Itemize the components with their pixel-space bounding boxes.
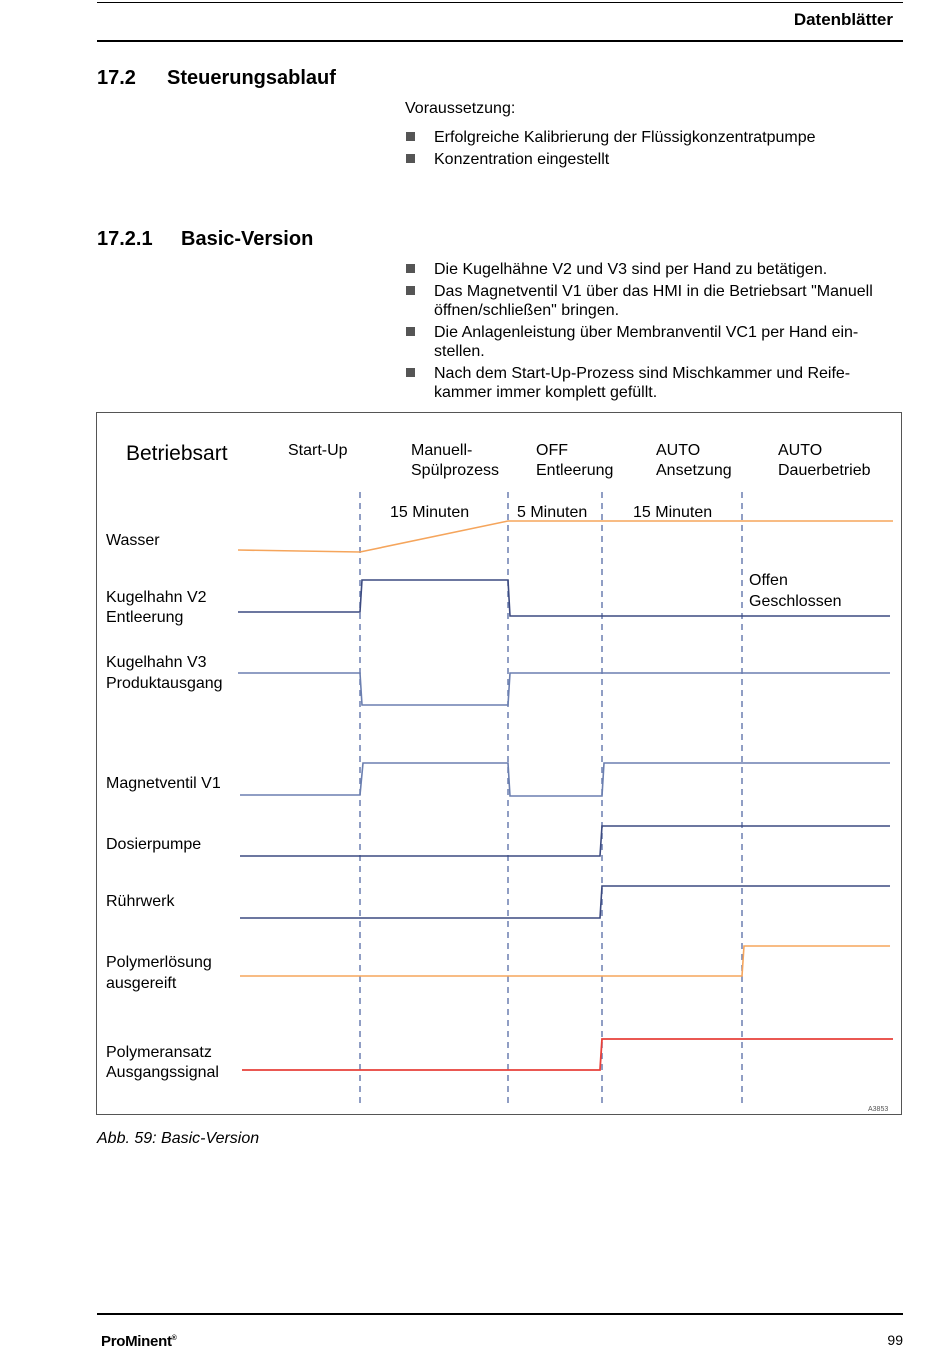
prominent-logo: ProMinent® <box>101 1333 177 1350</box>
list-item: Nach dem Start-Up-Prozess sind Mischkammer und Reife-kammer immer komplett gefüllt. <box>405 364 900 402</box>
signal-trace-wasser <box>238 521 893 552</box>
list-item: Das Magnetventil V1 über das HMI in die Betriebsart "Manuell öffnen/schließen" bringen. <box>405 282 900 320</box>
signal-trace-polymeransatz <box>242 1039 893 1070</box>
section-number: 17.2 <box>97 67 136 89</box>
section-title: Steuerungsablauf <box>167 67 336 89</box>
list-item: Erfolgreiche Kalibrierung der Flüssigkonzentratpumpe <box>405 128 905 147</box>
phase-label: AUTO <box>656 442 701 459</box>
phase-label: Start-Up <box>288 442 348 459</box>
list-item: Die Kugelhähne V2 und V3 sind per Hand zu betätigen. <box>405 260 900 279</box>
signal-label: Kugelhahn V3 <box>106 654 207 671</box>
precondition-label: Voraussetzung: <box>405 100 516 117</box>
signal-trace-polymerloesung <box>240 946 890 976</box>
operating-mode-label: Betriebsart <box>126 442 228 465</box>
subsection-number: 17.2.1 <box>97 228 153 250</box>
state-label-low: Geschlossen <box>749 593 842 610</box>
signal-label: Produktausgang <box>106 675 223 692</box>
signal-label: Magnetventil V1 <box>106 775 221 792</box>
phase-label: Dauerbetrieb <box>778 462 871 479</box>
duration-label: 15 Minuten <box>633 504 713 521</box>
signal-label: Polymerlösung <box>106 954 212 971</box>
phase-label: Manuell- <box>411 442 473 459</box>
signal-trace-magnetventil-v1 <box>240 763 890 796</box>
signal-label: Polymeransatz <box>106 1044 212 1061</box>
list-item: Die Anlagenleistung über Membranventil VC1 per Hand ein-stellen. <box>405 323 900 361</box>
phase-label: Ansetzung <box>656 462 732 479</box>
phase-label: Spülprozess <box>411 462 500 479</box>
page-number: 99 <box>887 1332 903 1348</box>
signal-trace-kugelhahn-v3 <box>238 673 890 705</box>
footer-rule <box>97 1313 903 1315</box>
duration-label: 15 Minuten <box>390 504 470 521</box>
signal-label: ausgereift <box>106 975 177 992</box>
signal-label: Rührwerk <box>106 893 175 910</box>
signal-label: Entleerung <box>106 609 184 626</box>
signal-label: Kugelhahn V2 <box>106 589 207 606</box>
signal-label: Ausgangssignal <box>106 1064 219 1081</box>
state-label-high: Offen <box>749 572 788 589</box>
duration-label: 5 Minuten <box>517 504 588 521</box>
running-header: Datenblätter <box>793 10 893 29</box>
signal-label: Dosierpumpe <box>106 836 202 853</box>
signal-label: Wasser <box>106 532 160 549</box>
signal-trace-ruehrwerk <box>240 886 890 918</box>
phase-label: OFF <box>536 442 568 459</box>
list-item: Konzentration eingestellt <box>405 150 905 169</box>
figure-caption: Abb. 59: Basic-Version <box>97 1130 260 1147</box>
phase-label: AUTO <box>778 442 823 459</box>
subsection-title: Basic-Version <box>181 228 314 250</box>
figure-code: A3853 <box>868 1106 889 1113</box>
signal-trace-dosierpumpe <box>240 826 890 856</box>
phase-label: Entleerung <box>536 462 614 479</box>
